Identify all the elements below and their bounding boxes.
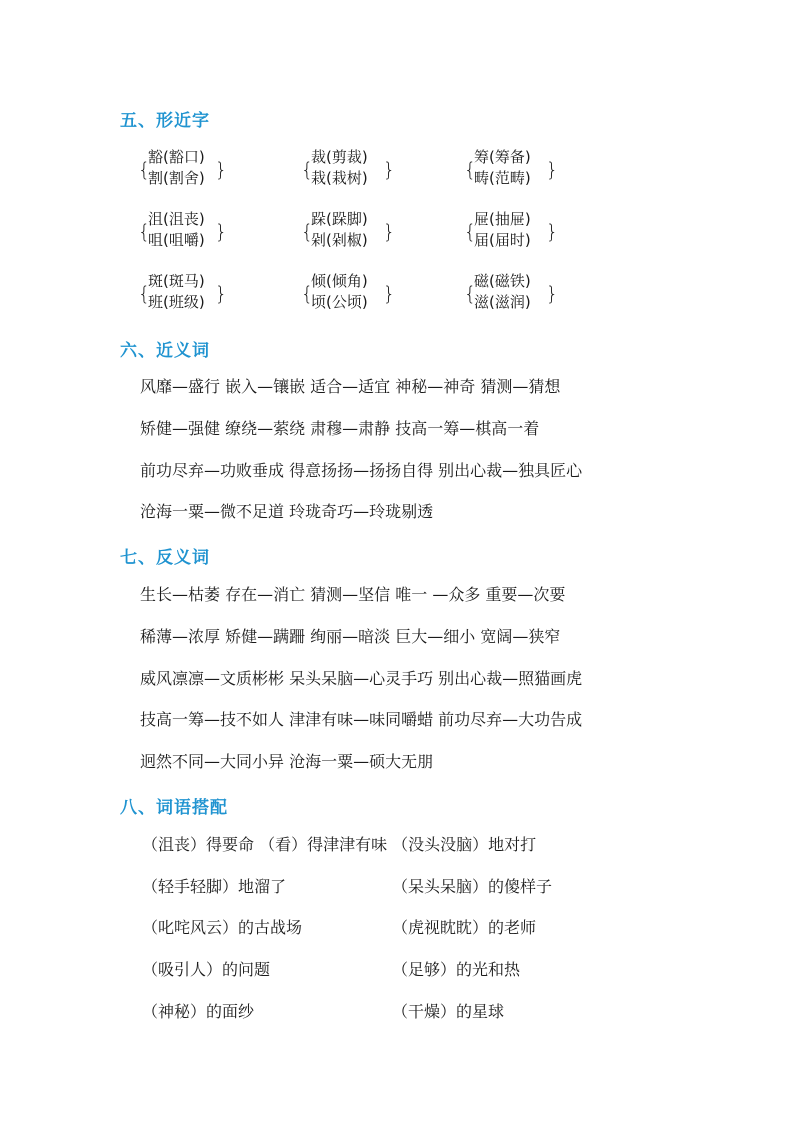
character-word: 跺(跺脚) (311, 210, 368, 228)
left-brace: { (301, 158, 314, 182)
left-brace: { (138, 158, 151, 182)
collocation-item: （叱咤风云）的古战场 (142, 918, 303, 937)
character-pair-group (140, 271, 270, 315)
character-word: 剁(剁椒) (311, 231, 368, 249)
character-word: 咀(咀嚼) (148, 231, 205, 249)
antonym-line: 生长—枯萎 存在—消亡 猜测—坚信 唯一 —众多 重要—次要 (140, 585, 566, 604)
character-pair-group (303, 271, 433, 315)
character-word: 畴(范畴) (474, 169, 531, 187)
left-brace: { (301, 282, 314, 306)
right-brace: } (383, 220, 396, 244)
section-5-title: 五、形近字 (120, 111, 210, 131)
antonym-line: 威风凛凛—文质彬彬 呆头呆脑—心灵手巧 别出心裁—照猫画虎 (140, 669, 583, 688)
character-pair-group (303, 209, 433, 253)
character-pair-group (303, 147, 433, 191)
character-pair-group (140, 209, 270, 253)
antonym-line: 稀薄—浓厚 矫健—蹒跚 绚丽—暗淡 巨大—细小 宽阔—狭窄 (140, 627, 561, 646)
left-brace: { (138, 282, 151, 306)
section-8-title: 八、词语搭配 (120, 798, 228, 818)
collocation-item: （吸引人）的问题 (142, 960, 271, 979)
section-7-title: 七、反义词 (120, 548, 210, 568)
left-brace: { (464, 158, 477, 182)
right-brace: } (215, 220, 228, 244)
character-pair-group (466, 147, 596, 191)
character-word: 倾(倾角) (311, 272, 368, 290)
collocation-line: （沮丧）得要命 （看）得津津有味 （没头没脑）地对打 (142, 835, 537, 854)
synonym-line: 沧海一粟—微不足道 玲珑奇巧—玲珑剔透 (140, 502, 434, 521)
collocation-item: （足够）的光和热 (392, 960, 521, 979)
section-6-title: 六、近义词 (120, 341, 210, 361)
character-word: 顷(公顷) (311, 293, 368, 311)
character-word: 滋(滋润) (474, 293, 531, 311)
character-word: 割(割舍) (148, 169, 205, 187)
collocation-item: （神秘）的面纱 (142, 1002, 255, 1021)
right-brace: } (546, 282, 559, 306)
character-word: 班(班级) (148, 293, 205, 311)
collocation-item: （呆头呆脑）的傻样子 (392, 877, 553, 896)
character-word: 磁(磁铁) (474, 272, 531, 290)
character-word: 屉(抽屉) (474, 210, 531, 228)
left-brace: { (301, 220, 314, 244)
antonym-line: 迥然不同—大同小异 沧海一粟—硕大无朋 (140, 752, 434, 771)
character-pair-group (466, 271, 596, 315)
antonym-line: 技高一筹—技不如人 津津有味—味同嚼蜡 前功尽弃—大功告成 (140, 710, 583, 729)
right-brace: } (546, 158, 559, 182)
character-pair-group (140, 147, 270, 191)
right-brace: } (383, 158, 396, 182)
right-brace: } (546, 220, 559, 244)
right-brace: } (383, 282, 396, 306)
synonym-line: 矫健—强健 缭绕—萦绕 肃穆—肃静 技高一筹—棋高一着 (140, 419, 540, 438)
character-pair-group (466, 209, 596, 253)
collocation-item: （干燥）的星球 (392, 1002, 505, 1021)
character-word: 栽(栽树) (311, 169, 368, 187)
character-word: 届(届时) (474, 231, 531, 249)
character-word: 沮(沮丧) (148, 210, 205, 228)
right-brace: } (215, 158, 228, 182)
left-brace: { (464, 282, 477, 306)
synonym-line: 前功尽弃—功败垂成 得意扬扬—扬扬自得 别出心裁—独具匠心 (140, 461, 583, 480)
character-word: 筹(筹备) (474, 148, 531, 166)
collocation-item: （轻手轻脚）地溜了 (142, 877, 287, 896)
left-brace: { (464, 220, 477, 244)
left-brace: { (138, 220, 151, 244)
right-brace: } (215, 282, 228, 306)
character-word: 裁(剪裁) (311, 148, 368, 166)
collocation-item: （虎视眈眈）的老师 (392, 918, 537, 937)
character-word: 豁(豁口) (148, 148, 205, 166)
synonym-line: 风靡—盛行 嵌入—镶嵌 适合—适宜 神秘—神奇 猜测—猜想 (140, 377, 561, 396)
character-word: 斑(斑马) (148, 272, 205, 290)
